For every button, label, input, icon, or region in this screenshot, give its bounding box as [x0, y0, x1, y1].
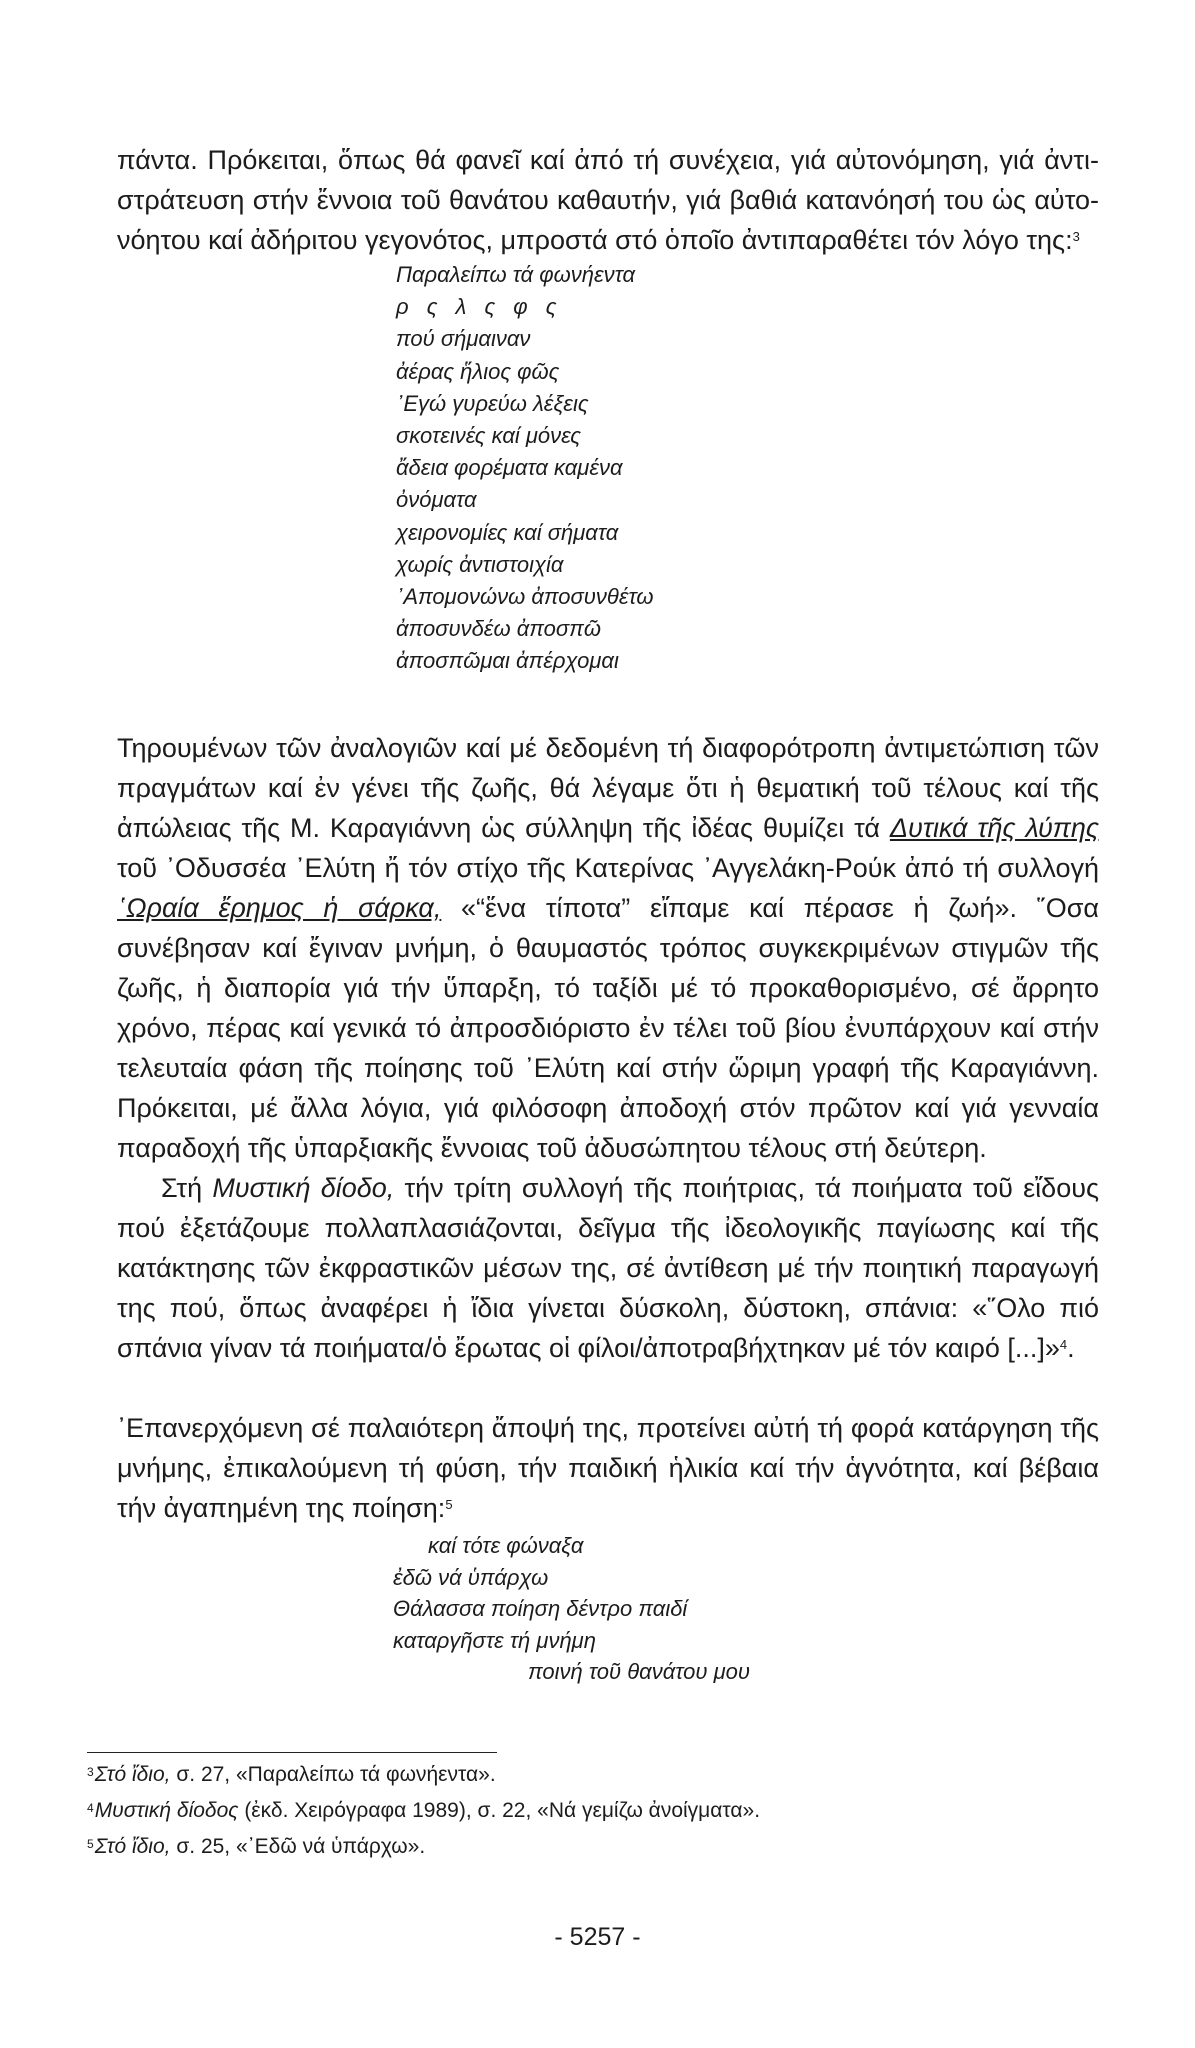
book-title-dytika: Δυτικά τῆς λύπης [889, 813, 1100, 843]
intro-line-3 [117, 220, 1099, 260]
poem-excerpt-1 [396, 259, 654, 678]
footnote-text: σ. 27, «Παραλείπω τά φωνήεντα». [170, 1763, 496, 1786]
poem-line: ἀέρας ἥλιος φῶς [396, 358, 560, 384]
poem-line: Παραλείπω τά φωνήεντα [396, 262, 636, 287]
paragraph-text: τήν τρίτη συλλογή τῆς ποιήτριας, τά ποιήματα τοῦ εἴδους πού ἐξετάζουμε πολλαπλασιάζονται, δεῖγμα τῆς ἰδεολογικῆς παγίωσης καί τῆς κατάκτησης τῶν ἐκφραστικῶν μέσων της, σέ ἀντίθεση μέ τήν ποιητική παραγωγή της πού, ὅπως ἀναφέρει ἡ ἴδια γίνεται δύσκολη, δύστοκη, σπάνια: «῞Ολο πιό σπάνια γίναν τά ποιήματα/ὁ ἔρωτας οἱ φίλοι/ἀποτραβήχτηκαν μέ τόν καιρό [...]» [117, 1173, 1099, 1363]
poem-line: σκοτεινές καί μόνες [396, 423, 581, 449]
poem-line: ποινή τοῦ θανάτου μου [528, 1659, 751, 1685]
body-paragraph-3 [117, 1168, 1099, 1368]
poem-line: ὀνόματα [396, 487, 477, 513]
footnote-4 [87, 1797, 760, 1824]
poem-line: ἀποσπῶμαι ἀπέρχομαι [396, 648, 619, 674]
paragraph-text: Τηρουμένων τῶν ἀναλογιῶν καί μέ δεδομένη τή διαφορότροπη ἀντιμετώπιση τῶν πραγμάτων καί ἐν γένει τῆς ζωῆς, θά λέγαμε ὅτι ἡ θεματική τοῦ τέλους καί τῆς ἀπώλειας τῆς Μ. Καραγιάννη ὡς σύλληψη τῆς ἰδέας θυμίζει τά [117, 733, 1099, 843]
intro-paragraph [117, 140, 1099, 260]
footnote-number: 3 [87, 1765, 94, 1779]
footnote-number: 4 [87, 1801, 94, 1815]
poem-line: καταργῆστε τή μνήμη [393, 1627, 596, 1653]
intro-line-3-text: νόητου καί ἀδήριτου γεγονότος, μπροστά στό ὁποῖο ἀντιπαραθέτει τόν λόγο της: [117, 225, 1073, 255]
poem-excerpt-2 [393, 1530, 750, 1688]
footnote-number: 5 [87, 1837, 94, 1851]
footnote-separator [87, 1752, 497, 1753]
paragraph-text: Στή [161, 1173, 213, 1203]
footnote-source: Μυστική δίοδος [94, 1799, 239, 1822]
footnote-ref-3: 3 [1072, 229, 1080, 244]
paragraph-text: τοῦ ᾿Οδυσσέα ᾿Ελύτη ἤ τόν στίχο τῆς Κατερίνας ᾿Αγγελάκη-Ρούκ ἀπό τή συλλογή [117, 853, 1099, 883]
footnote-source: Στό ἴδιο, [94, 1835, 171, 1858]
footnote-3 [87, 1761, 496, 1788]
poem-line: ρ ς λ ς φ ς [396, 294, 563, 320]
page-number: - 5257 - [554, 1923, 641, 1951]
footnote-text: (ἐκδ. Χειρόγραφα 1989), σ. 22, «Νά γεμίζω ἀνοίγματα». [238, 1799, 761, 1822]
book-title-mystiki-diodos: Μυστική δίοδο, [212, 1173, 395, 1203]
poem-line: καί τότε φώναξα [428, 1533, 584, 1558]
book-title-oraia-erimos: ῾Ωραία ἔρημος ἡ σάρκα, [117, 893, 442, 923]
intro-line-2: στράτευση στήν ἔννοια τοῦ θανάτου καθαυτήν, γιά βαθιά κατανόησή του ὡς αὐτο- [117, 185, 1099, 215]
poem-line: ἄδεια φορέματα καμένα [396, 455, 623, 481]
paragraph-text: . [1067, 1333, 1075, 1363]
body-paragraph-2 [117, 728, 1099, 1168]
paragraph-text: ᾿Επανερχόμενη σέ παλαιότερη ἄποψή της, προτείνει αὐτή τή φορά κατάργηση τῆς μνήμης, ἐπικαλούμενη τή φύση, τήν παιδική ἡλικία καί τήν ἁγνότητα, καί βέβαια τήν ἀγαπημένη της ποίηση: [117, 1413, 1099, 1523]
footnote-5 [87, 1833, 425, 1860]
poem-line: ἐδῶ νά ὑπάρχω [393, 1564, 549, 1590]
intro-line-1: πάντα. Πρόκειται, ὅπως θά φανεῖ καί ἀπό τή συνέχεια, γιά αὐτονόμηση, γιά ἀντι- [117, 145, 1099, 175]
paragraph-text: «“ἕνα τίποτα” εἴπαμε καί πέρασε ἡ ζωή». ῞Οσα συνέβησαν καί ἔγιναν μνήμη, ὁ θαυμαστός τρόπος συγκεκριμένων στιγμῶν τῆς ζωῆς, ἡ διαπορία γιά τήν ὕπαρξη, τό ταξίδι μέ τό προκαθορισμένο, σέ ἄρρητο χρόνο, πέρας καί γενικά τό ἀπροσδιόριστο ἐν τέλει τοῦ βίου ἐνυπάρχουν καί στήν τελευταία φάση τῆς ποίησης τοῦ ᾿Ελύτη καί στήν ὥριμη γραφή τῆς Καραγιάννη. Πρόκειται, μέ ἄλλα λόγια, γιά φιλόσοφη ἀποδοχή στόν πρῶτον καί γιά γενναία παραδοχή τῆς ὑπαρξιακῆς ἔννοιας τοῦ ἀδυσώπητου τέλους στή δεύτερη. [117, 893, 1100, 1163]
footnote-source: Στό ἴδιο, [94, 1763, 171, 1786]
footnote-text: σ. 25, «᾿Εδῶ νά ὑπάρχω». [170, 1835, 426, 1858]
poem-line: πού σήμαιναν [396, 326, 531, 352]
footnote-ref-4: 4 [1059, 1337, 1068, 1352]
body-paragraph-4 [117, 1408, 1099, 1528]
poem-line: χωρίς ἀντιστοιχία [396, 551, 564, 577]
footnote-ref-5: 5 [445, 1497, 453, 1512]
poem-line: Θάλασσα ποίηση δέντρο παιδί [393, 1596, 688, 1622]
poem-line: χειρονομίες καί σήματα [396, 519, 619, 545]
poem-line: ᾿Απομονώνω ἀποσυνθέτω [396, 584, 654, 610]
poem-line: ᾿Εγώ γυρεύω λέξεις [396, 390, 589, 416]
poem-line: ἀποσυνδέω ἀποσπῶ [396, 616, 602, 642]
